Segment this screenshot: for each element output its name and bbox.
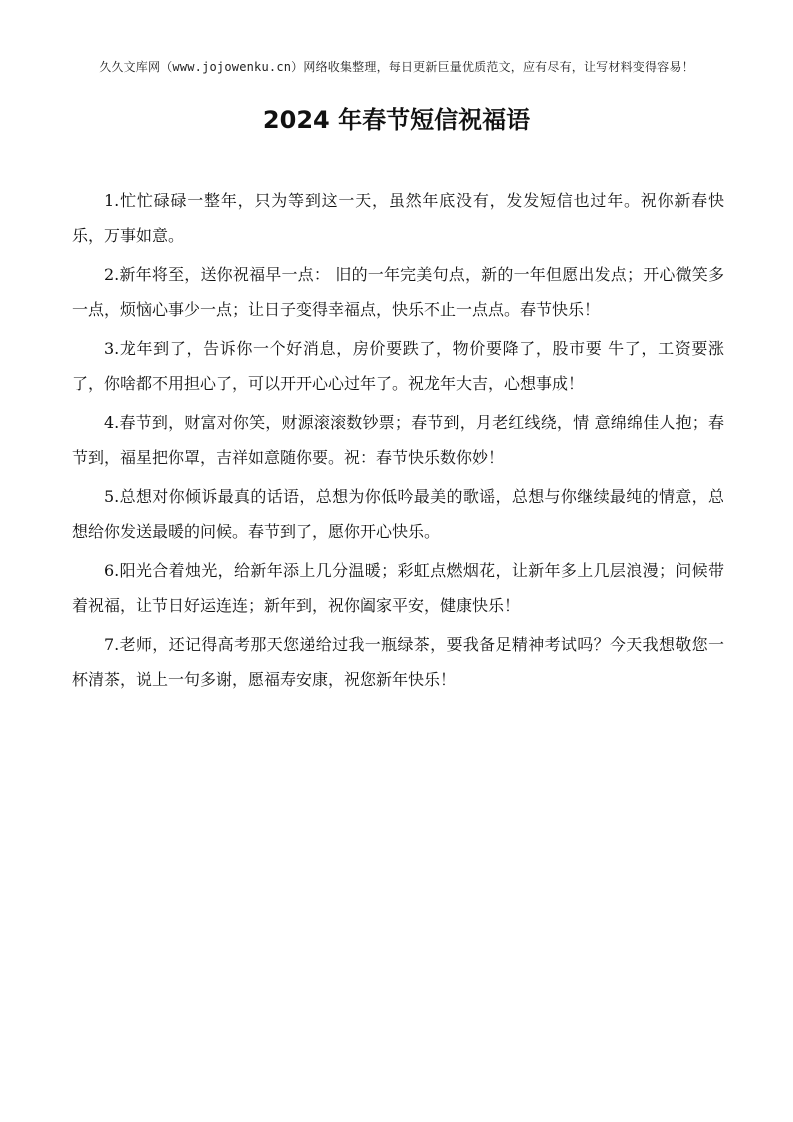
source-note: 久久文库网（www.jojowenku.cn）网络收集整理，每日更新巨量优质范文，应有尽有，让写材料变得容易！ xyxy=(99,60,694,74)
paragraph-7: 7.老师，还记得高考那天您递给过我一瓶绿茶，要我备足精神考试吗？今天我想敬您一杯清茶，说上一句多谢，愿福寿安康，祝您新年快乐！ xyxy=(72,635,724,689)
paragraph-3: 3.龙年到了，告诉你一个好消息，房价要跌了，物价要降了，股市要 牛了，工资要涨了，你啥都不用担心了，可以开开心心过年了。祝龙年大吉，心想事成！ xyxy=(72,339,724,393)
paragraph-2: 2.新年将至，送你祝福早一点： 旧的一年完美句点，新的一年但愿出发点；开心微笑多一点，烦恼心事少一点；让日子变得幸福点，快乐不止一点点。春节快乐！ xyxy=(72,265,724,319)
paragraph-6: 6.阳光合着烛光，给新年添上几分温暖；彩虹点燃烟花，让新年多上几层浪漫；问候带着祝福，让节日好运连连；新年到，祝你阖家平安，健康快乐！ xyxy=(72,561,724,615)
paragraph-1: 1.忙忙碌碌一整年，只为等到这一天，虽然年底没有，发发短信也过年。祝你新春快乐，万事如意。 xyxy=(72,191,724,245)
page-title: 2024 年春节短信祝福语 xyxy=(262,106,531,134)
paragraph-5: 5.总想对你倾诉最真的话语，总想为你低吟最美的歌谣，总想与你继续最纯的情意，总想给你发送最暖的问候。春节到了，愿你开心快乐。 xyxy=(72,487,724,541)
paragraph-4: 4.春节到，财富对你笑，财源滚滚数钞票；春节到，月老红线绕，情 意绵绵佳人抱；春节到，福星把你罩，吉祥如意随你要。祝：春节快乐数你妙！ xyxy=(72,413,724,467)
document-body xyxy=(72,183,724,701)
